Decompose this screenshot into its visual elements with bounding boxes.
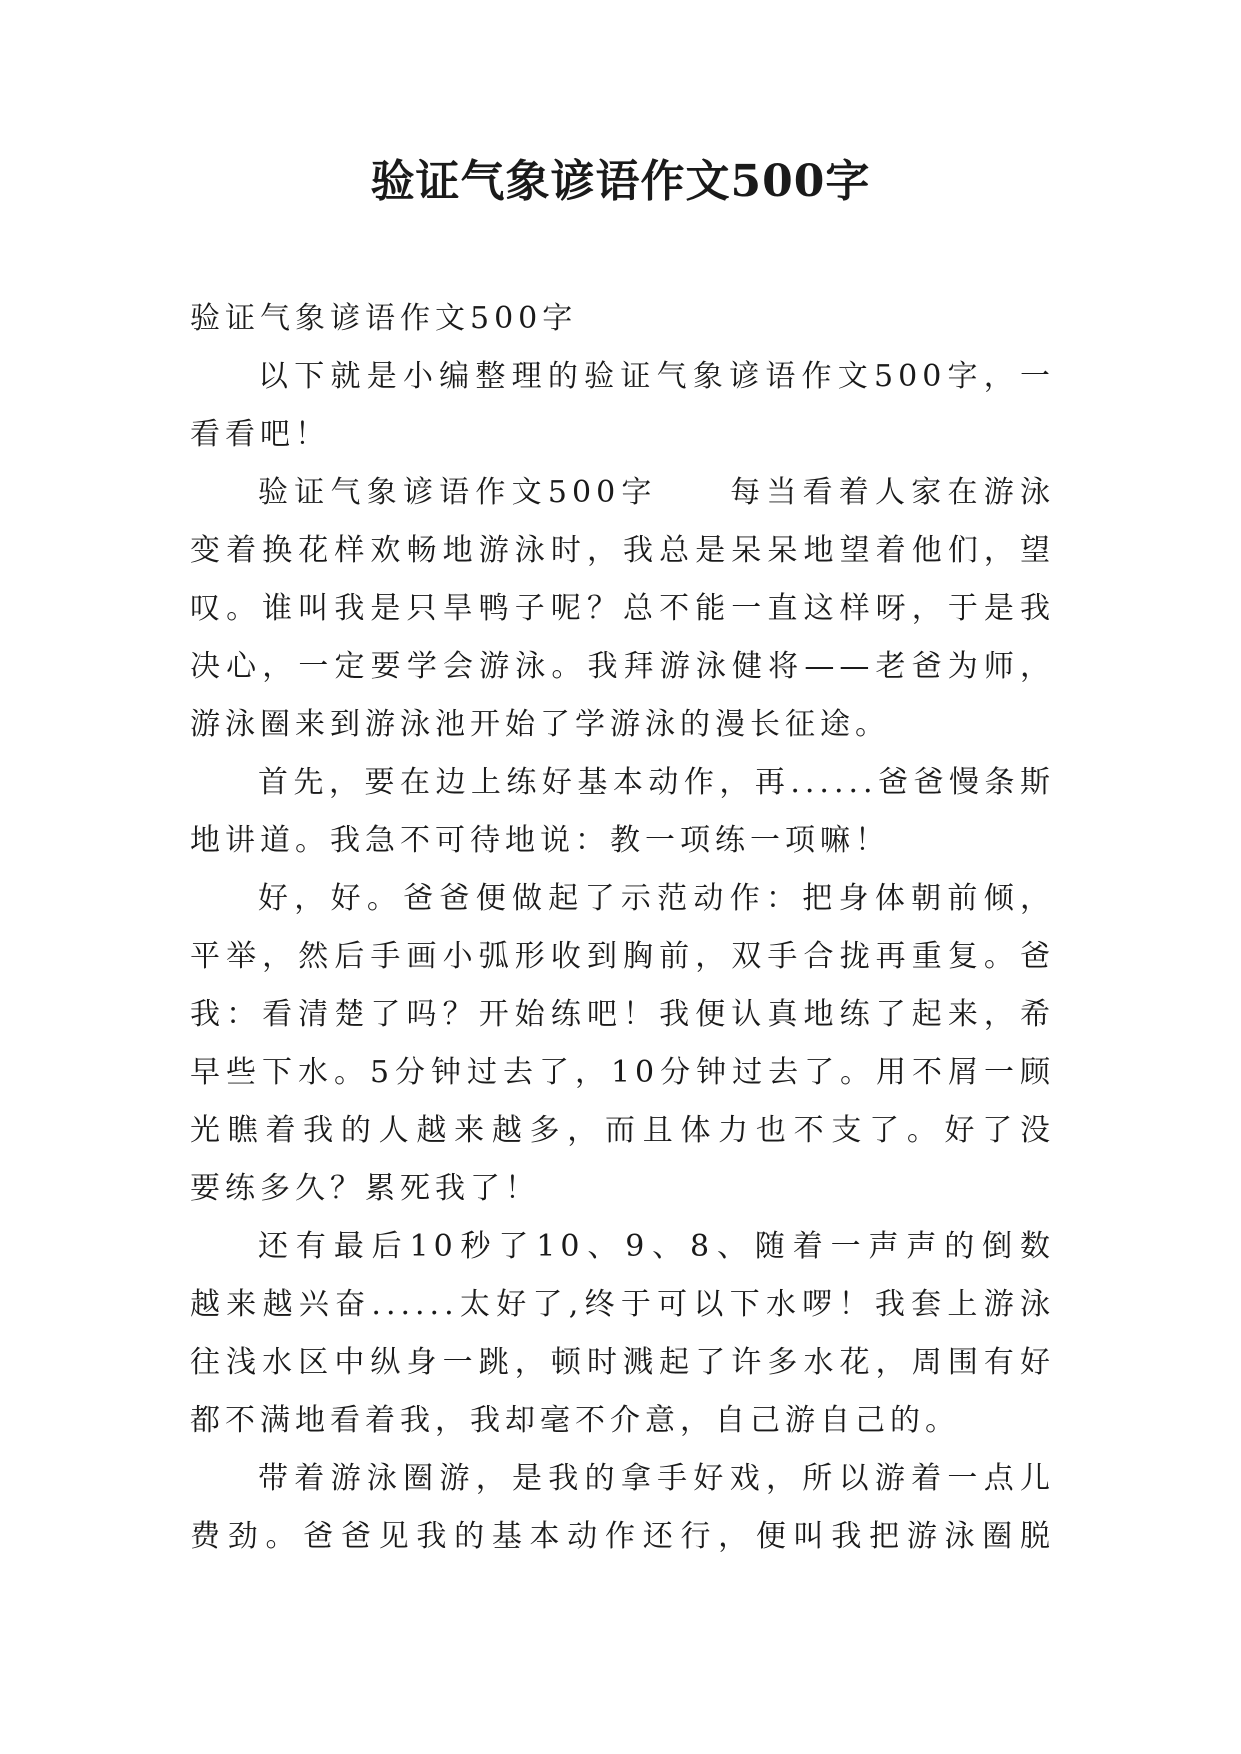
text-line: 光瞧着我的人越来越多，而且体力也不支了。好了没: [190, 1113, 1055, 1148]
text-line: 验证气象谚语作文500字: [190, 301, 578, 336]
text-line: 好，好。爸爸便做起了示范动作：把身体朝前倾，: [258, 881, 1055, 916]
text-line: 叹。谁叫我是只旱鸭子呢？总不能一直这样呀，于是我: [190, 591, 1055, 626]
text-line: 决心，一定要学会游泳。我拜游泳健将——老爸为师，: [190, 649, 1055, 684]
text-line: 早些下水。5分钟过去了，10分钟过去了。用不屑一顾: [190, 1055, 1055, 1090]
text-line: 带着游泳圈游，是我的拿手好戏，所以游着一点儿: [258, 1461, 1055, 1496]
text-line: 游泳圈来到游泳池开始了学游泳的漫长征途。: [190, 707, 890, 742]
text-line: 我：看清楚了吗？开始练吧！我便认真地练了起来，希: [190, 997, 1055, 1032]
text-line: 以下就是小编整理的验证气象谚语作文500字，一: [258, 359, 1055, 394]
document-body: [190, 290, 1055, 1566]
text-line: 看看吧！: [190, 417, 330, 452]
text-line: 往浅水区中纵身一跳，顿时溅起了许多水花，周围有好: [190, 1345, 1055, 1380]
text-line: 费劲。爸爸见我的基本动作还行，便叫我把游泳圈脱: [190, 1519, 1055, 1554]
text-line: 还有最后10秒了10、9、8、随着一声声的倒数: [258, 1229, 1055, 1264]
text-line: 要练多久？累死我了！: [190, 1171, 540, 1206]
text-line: 地讲道。我急不可待地说：教一项练一项嘛！: [190, 823, 890, 858]
text-line: 验证气象谚语作文500字 每当看着人家在游泳: [258, 475, 1055, 510]
document-title: 验证气象谚语作文500字: [370, 156, 871, 207]
text-line: 都不满地看着我，我却毫不介意，自己游自己的。: [190, 1403, 960, 1438]
text-line: 平举，然后手画小弧形收到胸前，双手合拢再重复。爸: [190, 939, 1055, 974]
text-line: 首先，要在边上练好基本动作，再......爸爸慢条斯: [258, 765, 1055, 800]
text-line: 越来越兴奋......太好了,终于可以下水啰！我套上游泳: [190, 1287, 1055, 1322]
text-line: 变着换花样欢畅地游泳时，我总是呆呆地望着他们，望: [190, 533, 1055, 568]
